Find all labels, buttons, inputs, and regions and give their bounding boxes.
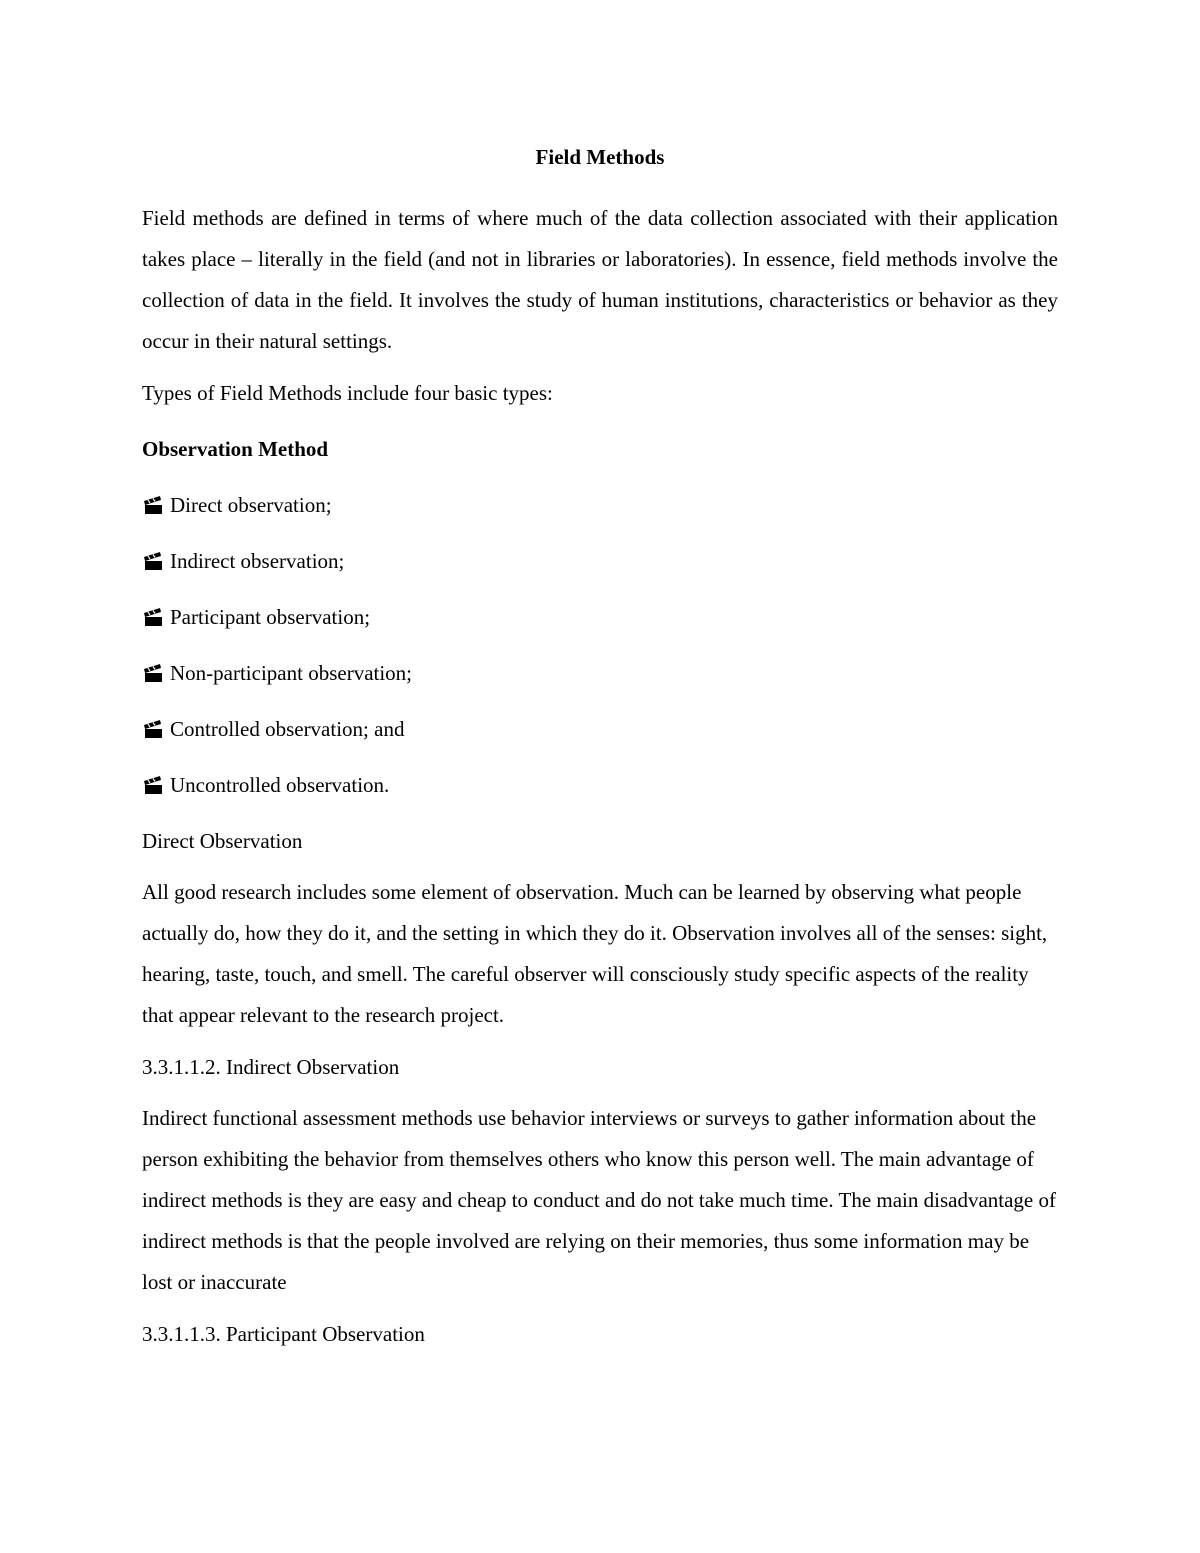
list-item-text: Controlled observation; and [170,717,405,741]
list-item-text: Direct observation; [170,493,332,517]
list-item [142,714,1058,744]
spacer [142,520,1058,546]
indirect-observation-heading: 3.3.1.1.2. Indirect Observation [142,1055,400,1079]
list-item [142,490,1058,520]
intro-paragraph: Field methods are defined in terms of where much of the data collection associated with their application takes place – literally in the field (and not in libraries or laboratories). In essence, field methods involve the collection of data in the field. It involves the study of human institutions, characteristics or behavior as they occur in their natural settings. [142,206,1058,353]
observation-types-list [142,490,1058,800]
participant-observation-heading: 3.3.1.1.3. Participant Observation [142,1322,425,1346]
types-intro: Types of Field Methods include four basic types: [142,381,553,405]
clapperboard-icon [142,719,166,739]
spacer [142,632,1058,658]
spacer [142,856,1058,872]
direct-observation-heading: Direct Observation [142,829,303,853]
list-item-text: Indirect observation; [170,549,345,573]
clapperboard-icon [142,663,166,683]
spacer [142,576,1058,602]
clapperboard-icon [142,551,166,571]
list-item-text: Uncontrolled observation. [170,773,390,797]
list-item-text: Non-participant observation; [170,661,413,685]
indirect-observation-paragraph: Indirect functional assessment methods use behavior interviews or surveys to gather information about the person exhibiting the behavior from themselves others who know this person well. The main advantage of indirect methods is they are easy and cheap to conduct and do not take much time. The main disadvantage of indirect methods is that the people involved are relying on their memories, thus some information may be lost or inaccurate [142,1106,1056,1294]
list-item [142,770,1058,800]
spacer [142,1082,1058,1098]
spacer [142,800,1058,826]
direct-observation-paragraph: All good research includes some element of observation. Much can be learned by observing what people actually do, how they do it, and the setting in which they do it. Observation involves all of the senses: sight, hearing, taste, touch, and smell. The careful observer will consciously study specific aspects of the reality that appear relevant to the research project. [142,880,1048,1027]
spacer [142,408,1058,434]
observation-method-heading: Observation Method [142,437,329,461]
document-title: Field Methods [535,145,665,169]
spacer [142,1036,1058,1052]
document-body [142,142,1058,1349]
list-item [142,546,1058,576]
spacer [142,744,1058,770]
spacer [142,464,1058,490]
clapperboard-icon [142,495,166,515]
spacer [142,1303,1058,1319]
list-item [142,602,1058,632]
list-item [142,658,1058,688]
clapperboard-icon [142,607,166,627]
clapperboard-icon [142,775,166,795]
list-item-text: Participant observation; [170,605,371,629]
spacer [142,688,1058,714]
spacer [142,362,1058,378]
